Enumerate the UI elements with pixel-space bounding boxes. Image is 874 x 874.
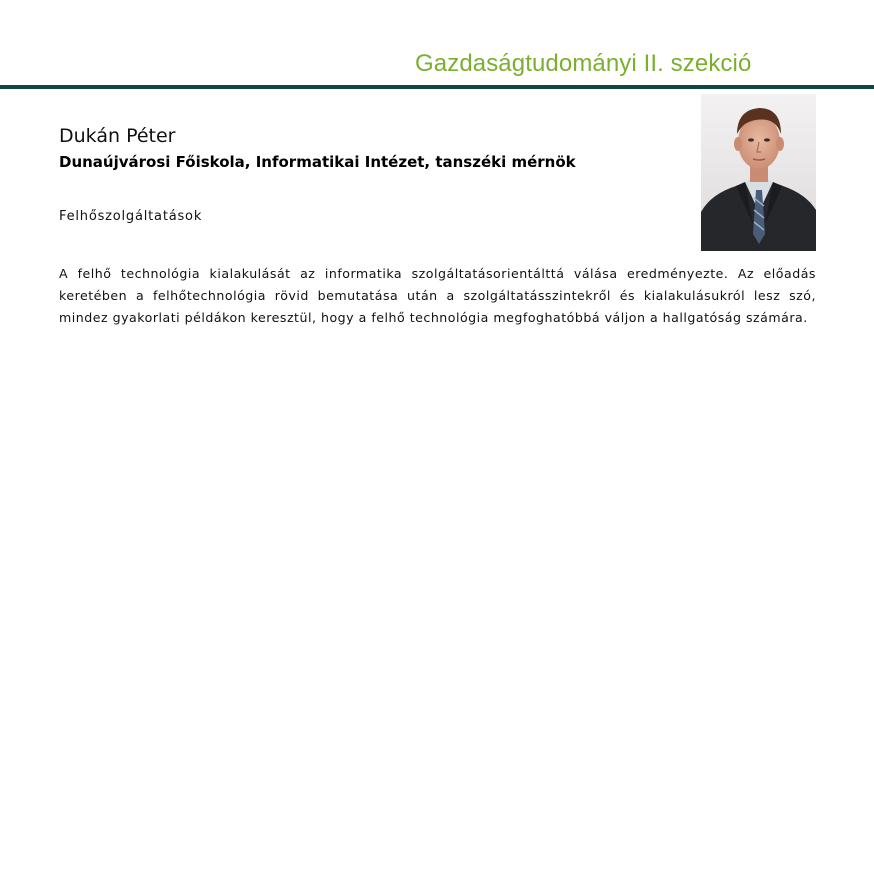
talk-title: Felhőszolgáltatások bbox=[59, 209, 203, 224]
speaker-portrait-icon bbox=[701, 94, 816, 251]
speaker-affiliation: Dunaújvárosi Főiskola, Informatikai Intézet, tanszéki mérnök bbox=[59, 153, 576, 171]
talk-abstract: A felhő technológia kialakulását az informatika szolgáltatásorientálttá válása eredményezte. Az előadás keretében a felhőtechnológia rövid bemutatása után a szolgáltatásszintekről és kialakulásukról lesz szó, mindez gyakorlati példákon keresztül, hogy a felhő technológia megfoghatóbbá váljon a hallgatóság számára. bbox=[59, 266, 816, 325]
section-header bbox=[0, 0, 874, 90]
speaker-photo bbox=[701, 94, 816, 251]
header-divider bbox=[0, 85, 874, 89]
section-title: Gazdaságtudományi II. szekció bbox=[415, 50, 752, 77]
speaker-name: Dukán Péter bbox=[59, 125, 176, 147]
